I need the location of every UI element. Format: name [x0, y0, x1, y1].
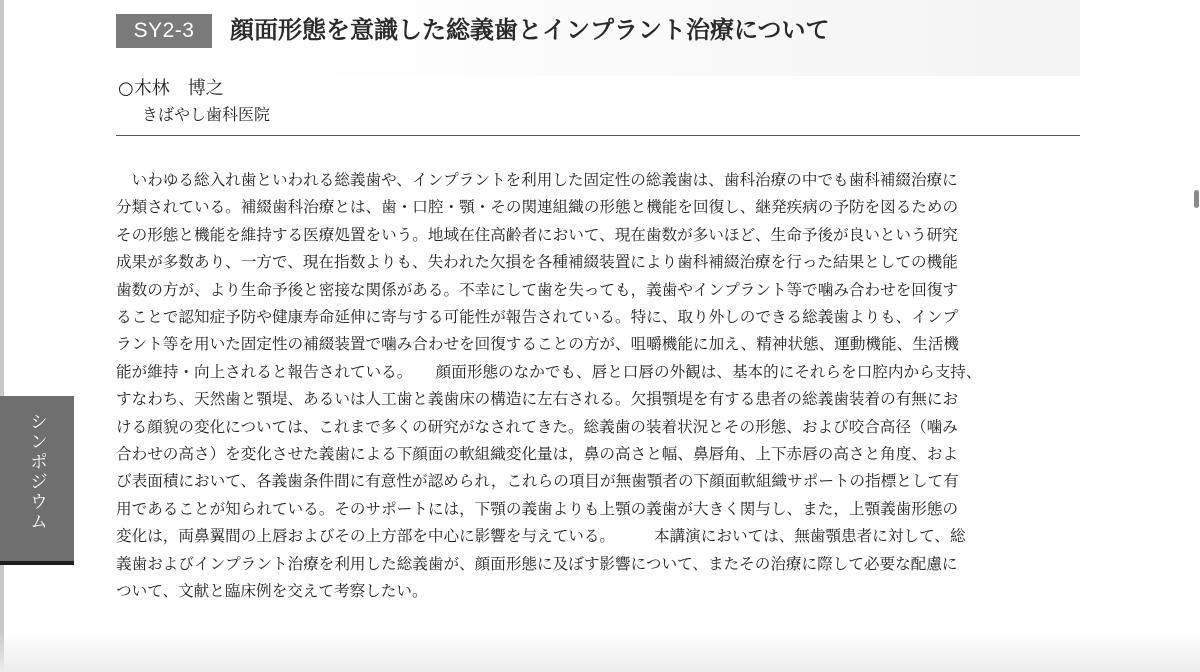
header-divider — [116, 135, 1080, 136]
abstract-line: 能が維持・向上されると報告されている。 顔面形態のなかでも、唇と口唇の外観は、基本的にそれらを口腔内から支持、 — [116, 362, 982, 381]
session-code-badge: SY2-3 — [116, 14, 212, 48]
abstract-line: び表面積において、各義歯条件間に有意性が認められ，これらの項目が無歯顎者の下顔面軟組織サポートの指標として有 — [116, 472, 959, 491]
abstract-body — [116, 167, 1082, 606]
scrollbar-thumb[interactable] — [1194, 190, 1199, 208]
abstract-line: 変化は，両鼻翼間の上唇およびその上方部を中心に影響を与えている。 本講演においては、無歯顎患者に対して、総 — [116, 527, 966, 546]
abstract-line: ついて、文献と臨床例を交えて考察したい。 — [116, 582, 428, 601]
author-name: ○木林 博之 — [118, 78, 224, 99]
abstract-line: 歯数の方が、より生命予後と密接な関係がある。不幸にして歯を失っても，義歯やインプラント等で噛み合わせを回復す — [116, 280, 959, 299]
page-title: 顔面形態を意識した総義歯とインプラント治療について — [230, 16, 830, 44]
abstract-line: 義歯およびインプラント治療を利用した総義歯が、顔面形態に及ぼす影響について、またその治療に際して必要な配慮に — [116, 554, 958, 573]
page-edge — [0, 0, 4, 672]
abstract-line: すなわち、天然歯と顎堤、あるいは人工歯と義歯床の構造に左右される。欠損顎堤を有する患者の総義歯装着の有無にお — [116, 390, 959, 409]
abstract-line: 成果が多数あり、一方で、現在指数よりも、失われた欠損を各種補綴装置により歯科補綴治療を行った結果としての機能 — [116, 253, 958, 272]
abstract-line: いわゆる総入れ歯といわれる総義歯や、インプラントを利用した固定性の総義歯は、歯科治療の中でも歯科補綴治療に — [116, 171, 958, 189]
abstract-line: 合わせの高さ）を変化させた義歯による下顔面の軟組織変化量は，鼻の高さと幅、鼻唇角、上下赤唇の高さと角度、およ — [116, 445, 959, 464]
abstract-line: その形態と機能を維持する医療処置をいう。地域在住高齢者において、現在歯数が多いほど、生命予後が良いという研究 — [116, 225, 958, 244]
section-side-tab-label: シンポジウム — [27, 412, 48, 532]
abstract-line: ラント等を用いた固定性の補綴装置で噛み合わせを回復することの方が、咀嚼機能に加え、精神状態、運動機能、生活機 — [116, 335, 959, 354]
abstract-line: 分類されている。補綴歯科治療とは、歯・口腔・顎・その関連組織の形態と機能を回復し、継発疾病の予防を図るための — [116, 198, 959, 217]
section-side-tab — [0, 396, 74, 565]
page-bottom-shadow — [0, 632, 1200, 672]
author-affiliation: きばやし歯科医院 — [142, 105, 271, 124]
abstract-line: 用であることが知られている。そのサポートには，下顎の義歯よりも上顎の義歯が大きく関与し、また，上顎義歯形態の — [116, 499, 959, 518]
abstract-line: ることで認知症予防や健康寿命延伸に寄与する可能性が報告されている。特に、取り外しのできる総義歯よりも、インプ — [116, 308, 959, 327]
abstract-line: ける顔貌の変化については、これまで多くの研究がなされてきた。総義歯の装着状況とその形態、および咬合高径（噛み — [116, 417, 958, 436]
